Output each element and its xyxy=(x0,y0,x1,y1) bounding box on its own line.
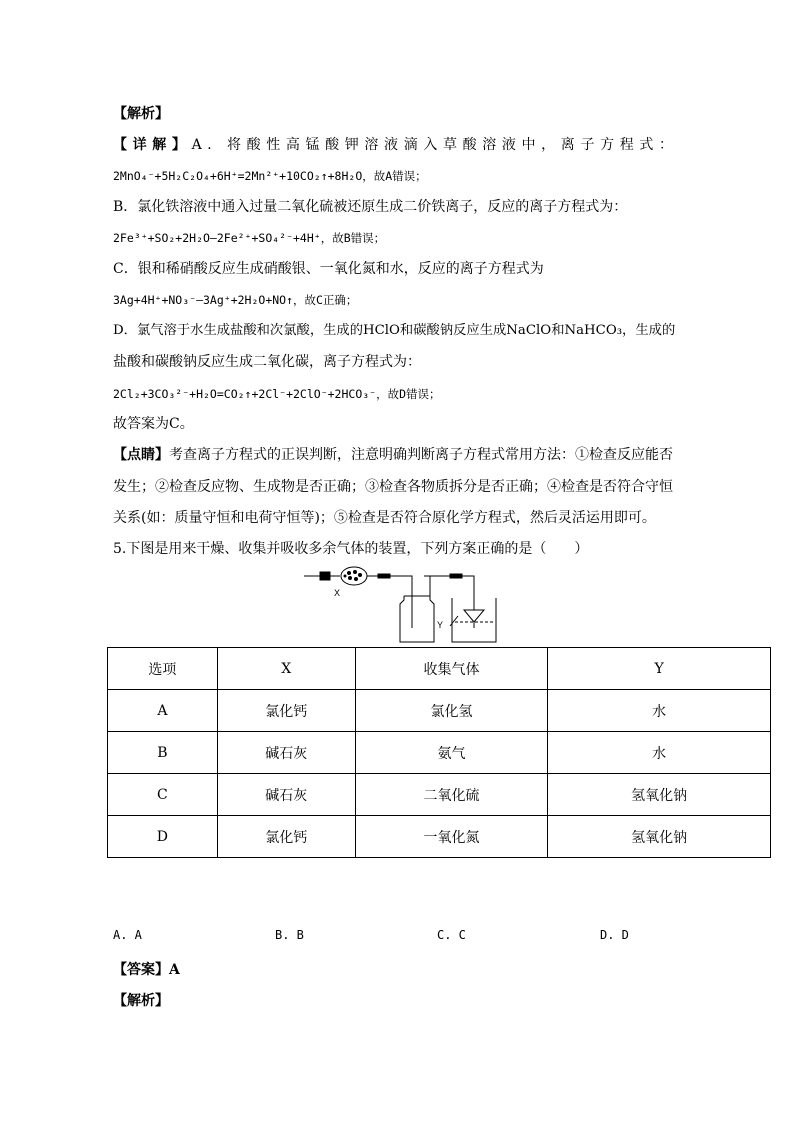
analysis-heading-2: 【解析】 xyxy=(113,993,169,1009)
table-cell: A xyxy=(108,690,218,732)
table-cell: 氢氧化钠 xyxy=(548,816,771,858)
answer-line: 【答案】A xyxy=(113,962,180,978)
stopper-shape xyxy=(320,572,330,580)
table-cell: 水 xyxy=(548,732,771,774)
table-cell: D xyxy=(108,816,218,858)
table-row xyxy=(108,732,771,774)
choice-b: B. B xyxy=(275,928,304,942)
figure-label-y: Y xyxy=(437,620,444,630)
detail-c-equation: 3Ag+4H⁺+NO₃⁻—3Ag⁺+2H₂O+NO↑，故C正确； xyxy=(113,293,358,307)
comment-line-2: 发生；②检查反应物、生成物是否正确；③检查各物质拆分是否正确；④检查是否符合守恒 xyxy=(113,479,673,495)
table-cell: C xyxy=(108,774,218,816)
comment-line-1 xyxy=(113,445,673,465)
table-header-cell: 选项 xyxy=(108,648,218,690)
table-cell: 氯化钙 xyxy=(217,816,355,858)
detail-d-intro-2: 盐酸和碳酸钠反应生成二氧化碳，离子方程式为： xyxy=(113,354,421,370)
choice-c: C. C xyxy=(437,928,466,942)
table-cell: 氯化钙 xyxy=(217,690,355,732)
table-row xyxy=(108,690,771,732)
detail-d-intro-1: D．氯气溶于水生成盐酸和次氯酸，生成的HClO和碳酸钠反应生成NaClO和NaHCO₃，生成的 xyxy=(113,323,676,338)
choice-a: A. A xyxy=(113,928,142,942)
table-cell: 一氧化氮 xyxy=(355,816,548,858)
apparatus-figure xyxy=(300,566,520,646)
detail-b-equation: 2Fe³⁺+SO₂+2H₂O—2Fe²⁺+SO₄²⁻+4H⁺，故B错误； xyxy=(113,231,386,245)
detail-c-intro: C．银和稀硝酸反应生成硝酸银、一氧化氮和水，反应的离子方程式为 xyxy=(113,261,544,277)
comment-label: 【点睛】 xyxy=(113,447,169,463)
table-header-cell: Y xyxy=(548,648,771,690)
detail-a-intro xyxy=(113,135,673,155)
table-header-cell: 收集气体 xyxy=(355,648,548,690)
detail-a-equation: 2MnO₄⁻+5H₂C₂O₄+6H⁺=2Mn²⁺+10CO₂↑+8H₂O，故A错误； xyxy=(113,169,427,183)
table-cell: 碱石灰 xyxy=(217,732,355,774)
detail-b-intro: B．氯化铁溶液中通入过量二氧化硫被还原生成二价铁离子，反应的离子方程式为： xyxy=(113,199,628,215)
detail-d-equation: 2Cl₂+3CO₃²⁻+H₂O=CO₂↑+2Cl⁻+2ClO⁻+2HCO₃⁻，故D错误； xyxy=(113,387,441,401)
table-cell: 碱石灰 xyxy=(217,774,355,816)
table-cell: 二氧化硫 xyxy=(355,774,548,816)
comment-line-3: 关系(如：质量守恒和电荷守恒等)；⑤检查是否符合原化学方程式，然后灵活运用即可。 xyxy=(113,510,656,526)
comment-text-1: 考查离子方程式的正误判断，注意明确判断离子方程式常用方法：①检查反应能否 xyxy=(169,447,673,463)
table-cell: B xyxy=(108,732,218,774)
table-header-row xyxy=(108,648,771,690)
figure-label-x: X xyxy=(334,588,341,598)
question-5: 5.下图是用来干燥、收集并吸收多余气体的装置，下列方案正确的是（ ） xyxy=(113,541,589,557)
analysis-heading: 【解析】 xyxy=(113,106,169,122)
choice-d: D. D xyxy=(600,928,629,942)
table-header-cell: X xyxy=(217,648,355,690)
options-table xyxy=(107,647,771,858)
table-cell: 水 xyxy=(548,690,771,732)
detail-label: 【详解】 xyxy=(113,137,192,153)
table-cell: 氨气 xyxy=(355,732,548,774)
table-row xyxy=(108,774,771,816)
table-cell: 氯化氢 xyxy=(355,690,548,732)
detail-a-text: A．将酸性高锰酸钾溶液滴入草酸溶液中，离子方程式： xyxy=(191,137,674,153)
detail-conclusion: 故答案为C。 xyxy=(113,416,194,432)
table-cell: 氢氧化钠 xyxy=(548,774,771,816)
table-row xyxy=(108,816,771,858)
